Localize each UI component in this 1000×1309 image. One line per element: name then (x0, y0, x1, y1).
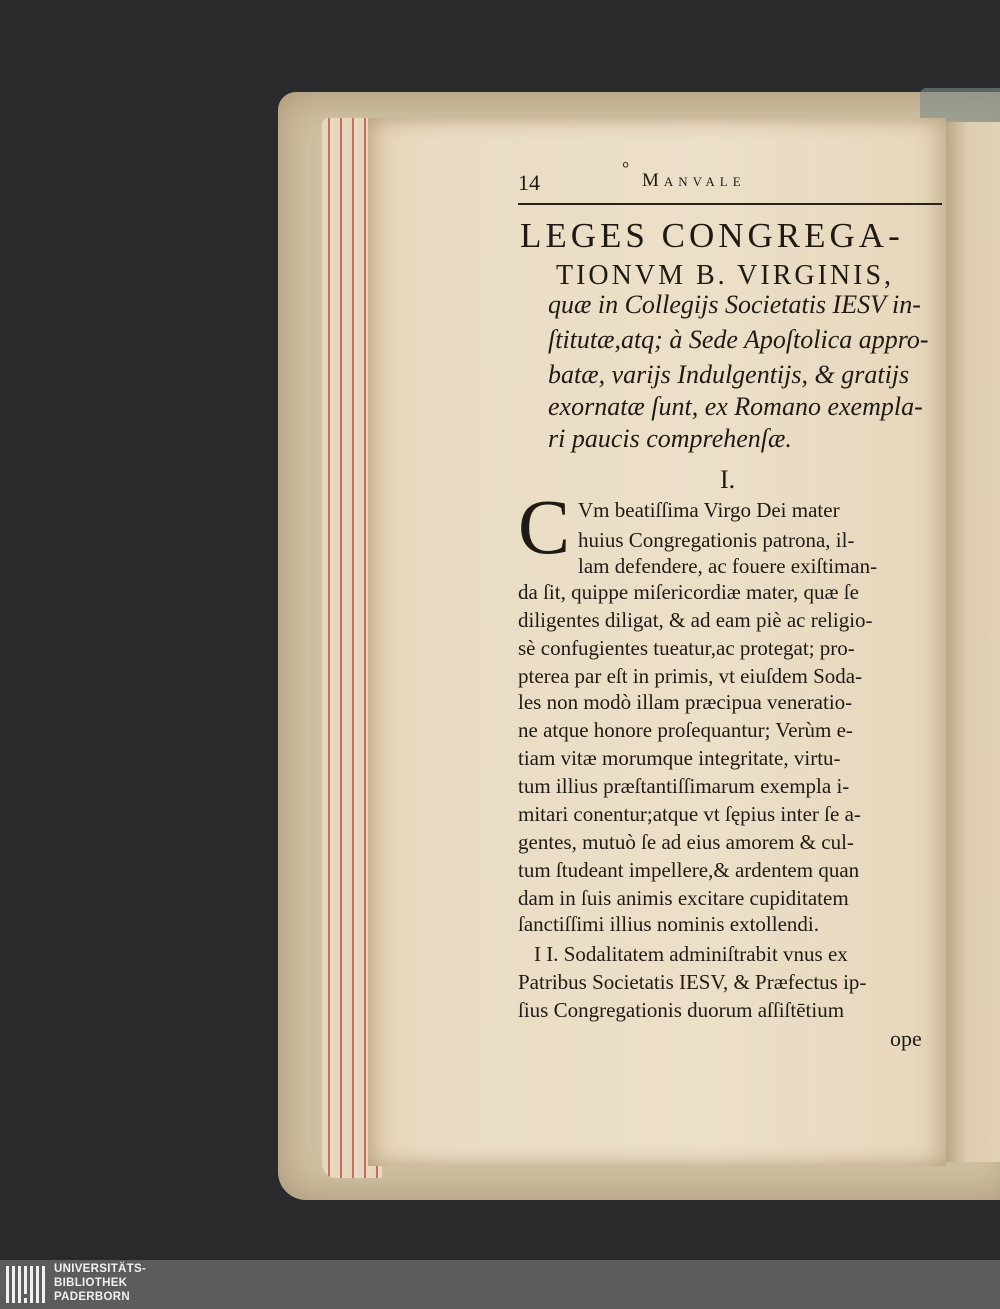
body-line: Patribus Societatis IESV, & Præfectus ip- (518, 970, 867, 994)
body-line: da ſit, quippe miſericordiæ mater, quæ ſe (518, 580, 859, 604)
body-line: mitari conentur;atque vt ſępius inter ſe a- (518, 802, 861, 826)
title-line: exornatæ ſunt, ex Romano exempla- (548, 392, 923, 421)
body-line: gentes, mutuò ſe ad eius amorem & cul- (518, 830, 854, 854)
title-line: TIONVM B. VIRGINIS, (556, 260, 895, 291)
running-head-mark: ° (622, 158, 630, 178)
body-line: ſanctiſſimi illius nominis extollendi. (518, 912, 819, 936)
page-number: 14 (518, 170, 540, 195)
body-line: ſius Congregationis duorum aſſiſtētium (518, 998, 845, 1022)
running-title: Manvale (642, 170, 746, 191)
body-line: tum illius præſtantiſſimarum exempla i- (518, 774, 850, 798)
catchword: ope (890, 1026, 922, 1051)
title-line: ſtitutæ,atq; à Sede Apoſtolica appro- (548, 325, 929, 354)
body-line: I I. Sodalitatem adminiſtrabit vnus ex (534, 942, 848, 966)
body-line: lam defendere, ac fouere exiſtiman- (578, 554, 878, 578)
title-line: ri paucis comprehenſæ. (548, 424, 792, 453)
body-line: pterea par eſt in primis, vt eiuſdem Soda- (518, 664, 863, 688)
body-line: dam in ſuis animis excitare cupiditatem (518, 886, 849, 910)
library-name-line: PADERBORN (54, 1291, 130, 1303)
title-line: LEGES CONGREGA- (520, 216, 904, 255)
title-line: quæ in Collegijs Societatis IESV in- (548, 290, 921, 319)
body-line: tum ſtudeant impellere,& ardentem quan (518, 858, 860, 882)
section-numeral: I. (720, 465, 736, 494)
library-name-line: BIBLIOTHEK (54, 1277, 128, 1289)
library-name-line: UNIVERSITÄTS- (54, 1263, 147, 1275)
head-rule (518, 203, 942, 205)
body-line: Vm beatiſſima Virgo Dei mater (578, 498, 840, 522)
body-line: sè confugientes tueatur,ac protegat; pro- (518, 636, 855, 660)
body-line: tiam vitæ morumque integritate, virtu- (518, 746, 841, 770)
running-head (518, 158, 938, 200)
library-bars-icon (6, 1264, 48, 1305)
body-line: les non modò illam præcipua veneratio- (518, 690, 853, 714)
body-line: ne atque honore proſequantur; Verùm e- (518, 718, 853, 742)
body-line: diligentes diligat, & ad eam piè ac religio- (518, 608, 873, 632)
library-name (54, 1262, 146, 1304)
title-line: batæ, varijs Indulgentijs, & gratijs (548, 360, 910, 389)
facing-page-edge (944, 122, 1000, 1162)
library-footer (0, 1260, 1000, 1309)
body-line: huius Congregationis patrona, il- (578, 528, 855, 552)
drop-cap: C (518, 483, 571, 570)
